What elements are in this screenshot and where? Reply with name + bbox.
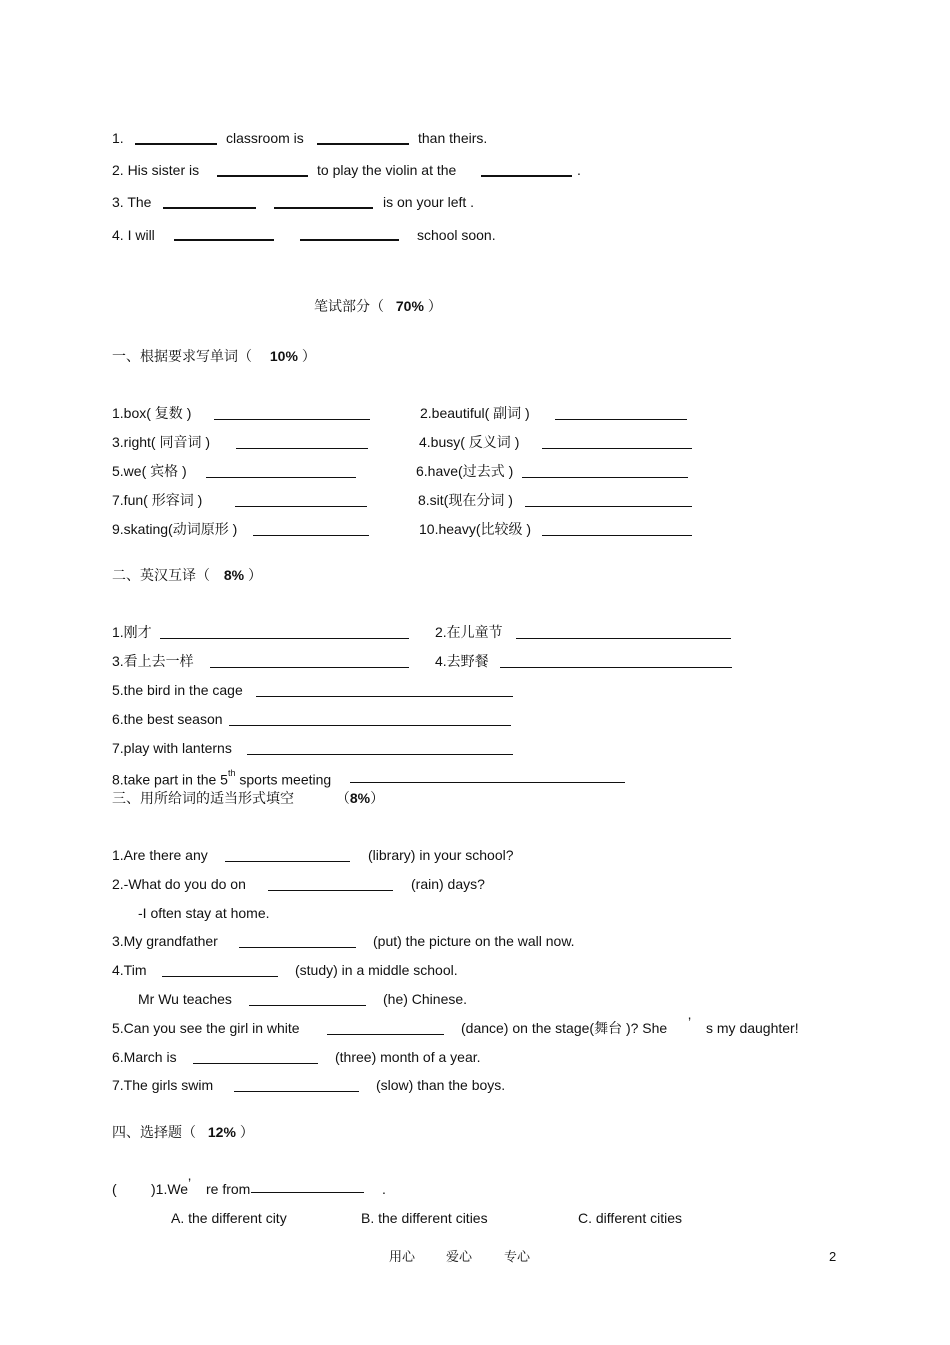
answer-blank[interactable] <box>174 239 274 241</box>
word-item: 7.fun( 形容词 ) <box>112 492 203 508</box>
fill-item: 1.Are there any <box>112 847 208 863</box>
option-a[interactable]: A. the different city <box>171 1210 287 1226</box>
answer-blank[interactable] <box>256 696 513 697</box>
item-number: 1. <box>112 130 124 146</box>
answer-blank[interactable] <box>542 535 692 536</box>
fill-item: -I often stay at home. <box>138 905 270 921</box>
translate-item: 1.刚才 <box>112 624 152 640</box>
answer-blank[interactable] <box>193 1063 318 1064</box>
answer-blank[interactable] <box>225 861 350 862</box>
word-item: 10.heavy(比较级 ) <box>419 521 532 537</box>
answer-blank[interactable] <box>206 477 356 478</box>
section-3-title <box>112 790 384 806</box>
fill-item: (he) Chinese. <box>383 991 468 1007</box>
translate-item: 7.play with lanterns <box>112 740 232 756</box>
footer-motto: 专心 <box>504 1249 531 1264</box>
section-percent: 8% <box>349 790 371 806</box>
fill-item: (three) month of a year. <box>335 1049 481 1065</box>
section-close: ） <box>370 790 385 806</box>
word-item: 9.skating(动词原形 ) <box>112 521 238 537</box>
answer-blank[interactable] <box>300 239 399 241</box>
answer-blank[interactable] <box>135 143 217 145</box>
fill-item: (dance) on the stage(舞台 )? She <box>461 1020 668 1036</box>
answer-blank[interactable] <box>317 143 409 145</box>
answer-blank[interactable] <box>217 175 308 177</box>
answer-blank[interactable] <box>251 1192 364 1193</box>
fill-item: (library) in your school? <box>368 847 514 863</box>
apostrophe: ’ <box>688 1014 692 1030</box>
answer-blank[interactable] <box>249 1005 366 1006</box>
translate-item: 2.在儿童节 <box>435 624 503 640</box>
answer-blank[interactable] <box>236 448 368 449</box>
word-item: 8.sit(现在分词 ) <box>418 492 513 508</box>
section-title-text: 一、根据要求写单词（ <box>112 348 252 364</box>
word-item: 5.we( 宾格 ) <box>112 463 187 479</box>
option-c[interactable]: C. different cities <box>578 1210 683 1226</box>
answer-blank[interactable] <box>500 667 732 668</box>
item-text: 8.take part in the 5 <box>112 771 228 788</box>
footer-motto: 爱心 <box>446 1249 473 1264</box>
heading-label: 笔试部分（ <box>314 298 384 314</box>
section-close: ） <box>239 1124 254 1140</box>
section-title-text: 四、选择题（ <box>112 1124 196 1140</box>
question-end: . <box>382 1181 386 1197</box>
fill-item: 2.-What do you do on <box>112 876 246 892</box>
translate-item: 4.去野餐 <box>435 653 489 669</box>
section-open: （ <box>335 790 350 806</box>
answer-blank[interactable] <box>160 638 409 639</box>
sentence-text: than theirs. <box>418 130 488 146</box>
answer-blank[interactable] <box>229 725 511 726</box>
heading-percent: 70% <box>395 298 424 314</box>
sentence-text: to play the violin at the <box>317 162 457 178</box>
sentence-text: . <box>577 162 581 178</box>
sentence-text: 2. His sister is <box>112 162 200 178</box>
word-item: 3.right( 同音词 ) <box>112 434 211 450</box>
section-percent: 8% <box>223 567 245 583</box>
fill-item: 4.Tim <box>112 962 147 978</box>
sentence-text: classroom is <box>226 130 304 146</box>
sentence-text: is on your left . <box>383 194 475 210</box>
answer-blank[interactable] <box>481 175 572 177</box>
item-text: sports meeting <box>239 771 332 788</box>
answer-blank[interactable] <box>163 207 256 209</box>
ordinal-suffix: th <box>227 768 236 778</box>
option-b[interactable]: B. the different cities <box>361 1210 488 1226</box>
word-item: 1.box( 复数 ) <box>112 405 192 421</box>
question-stem: re from <box>206 1181 251 1197</box>
section-4-title <box>112 1124 254 1140</box>
translate-item-8 <box>112 768 331 788</box>
section-title-text: 三、用所给词的适当形式填空 <box>112 790 294 806</box>
section-1-title <box>112 348 316 364</box>
section-percent: 10% <box>269 348 298 364</box>
fill-item: 6.March is <box>112 1049 177 1065</box>
answer-blank[interactable] <box>235 506 367 507</box>
section-2-title <box>112 567 262 583</box>
translate-item: 5.the bird in the cage <box>112 682 243 698</box>
section-percent: 12% <box>207 1124 236 1140</box>
word-item: 2.beautiful( 副词 ) <box>420 405 530 421</box>
answer-blank[interactable] <box>253 535 369 536</box>
sentence-text: 4. I will <box>112 227 155 243</box>
answer-blank[interactable] <box>247 754 513 755</box>
sentence-text: 3. The <box>112 194 152 210</box>
footer-motto: 用心 <box>389 1249 416 1264</box>
answer-blank[interactable] <box>210 667 409 668</box>
answer-blank[interactable] <box>516 638 731 639</box>
answer-blank[interactable] <box>239 947 356 948</box>
fill-item: 5.Can you see the girl in white <box>112 1020 300 1036</box>
fill-item: (rain) days? <box>411 876 485 892</box>
answer-blank[interactable] <box>234 1091 359 1092</box>
translate-item: 3.看上去一样 <box>112 653 194 669</box>
answer-blank[interactable] <box>274 207 373 209</box>
page-number: 2 <box>829 1249 837 1264</box>
answer-blank[interactable] <box>522 477 688 478</box>
answer-blank[interactable] <box>542 448 692 449</box>
fill-item: (slow) than the boys. <box>376 1077 506 1093</box>
heading-close: ） <box>427 298 442 314</box>
section-close: ） <box>301 348 316 364</box>
fill-item: s my daughter! <box>706 1020 799 1036</box>
word-item: 6.have(过去式 ) <box>416 463 514 479</box>
fill-item: Mr Wu teaches <box>138 991 232 1007</box>
section-title-text: 二、英汉互译（ <box>112 567 210 583</box>
word-item: 4.busy( 反义词 ) <box>419 434 520 450</box>
answer-blank[interactable] <box>268 890 393 891</box>
answer-blank[interactable] <box>555 419 687 420</box>
answer-blank[interactable] <box>350 782 625 783</box>
answer-blank[interactable] <box>214 419 370 420</box>
question-stem: )1.We <box>151 1181 189 1197</box>
answer-blank[interactable] <box>162 976 278 977</box>
written-part-heading <box>314 298 442 314</box>
sentence-text: school soon. <box>417 227 496 243</box>
fill-item: 3.My grandfather <box>112 933 218 949</box>
answer-paren[interactable]: ( <box>112 1181 117 1197</box>
apostrophe: ’ <box>188 1175 192 1191</box>
fill-item: (put) the picture on the wall now. <box>373 933 575 949</box>
answer-blank[interactable] <box>327 1034 444 1035</box>
answer-blank[interactable] <box>525 506 692 507</box>
fill-item: 7.The girls swim <box>112 1077 214 1093</box>
translate-item: 6.the best season <box>112 711 223 727</box>
section-close: ） <box>248 567 263 583</box>
fill-item: (study) in a middle school. <box>295 962 458 978</box>
